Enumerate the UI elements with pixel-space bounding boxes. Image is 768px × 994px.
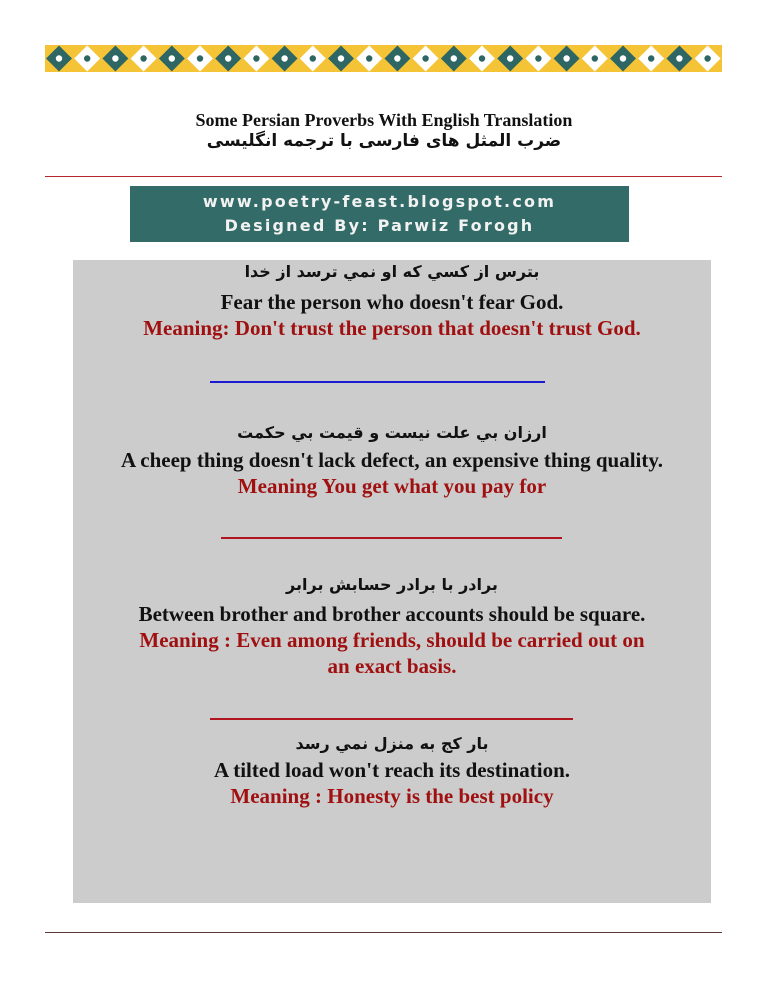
proverb-2-persian: ارزان بي علت نيست و قيمت بي حكمت [237, 423, 547, 442]
page-title: Some Persian Proverbs With English Translation [195, 110, 573, 130]
page-subtitle-persian: ضرب المثل های فارسی با ترجمه انگلیسی [206, 131, 562, 151]
diamond-dot-icon [112, 55, 118, 61]
diamond-dot-icon [535, 55, 541, 61]
separator-red [210, 718, 573, 720]
diamond-dot-icon [169, 55, 175, 61]
bottom-divider [45, 932, 722, 933]
diamond-dot-icon [394, 55, 400, 61]
decorative-diamond-banner [45, 45, 722, 72]
proverb-1-persian: بترس از كسي كه او نمي ترسد از خدا [244, 262, 540, 281]
diamond-dot-icon [310, 55, 316, 61]
diamond-dot-icon [563, 55, 569, 61]
diamond-dot-icon [620, 55, 626, 61]
proverb-1-english: Fear the person who doesn't fear God. [220, 290, 564, 314]
diamond-pattern [45, 45, 722, 72]
diamond-dot-icon [676, 55, 682, 61]
diamond-dot-icon [592, 55, 598, 61]
diamond-dot-icon [422, 55, 428, 61]
website-text: www.poetry-feast.blogspot.com [202, 192, 557, 211]
proverb-4-persian: بار كج به منزل نمي رسد [295, 734, 489, 753]
top-divider [45, 176, 722, 177]
diamond-dot-icon [338, 55, 344, 61]
diamond-dot-icon [479, 55, 485, 61]
separator-red [221, 537, 562, 539]
proverbs-panel [73, 260, 711, 903]
separator-blue [210, 381, 545, 383]
diamond-dot-icon [648, 55, 654, 61]
proverb-3-persian: برادر با برادر حسابش برابر [286, 575, 498, 594]
diamond-dot-icon [197, 55, 203, 61]
diamond-dot-icon [225, 55, 231, 61]
diamond-dot-icon [281, 55, 287, 61]
proverb-3-meaning-line2: an exact basis. [327, 654, 457, 678]
proverb-3-meaning: Meaning : Even among friends, should be carried out on [139, 628, 645, 652]
diamond-dot-icon [253, 55, 259, 61]
proverb-3-english: Between brother and brother accounts should be square. [138, 602, 646, 626]
diamond-dot-icon [56, 55, 62, 61]
proverb-4-meaning: Meaning : Honesty is the best policy [230, 784, 554, 808]
diamond-dot-icon [451, 55, 457, 61]
diamond-dot-icon [140, 55, 146, 61]
proverb-4-english: A tilted load won't reach its destination. [213, 758, 571, 782]
diamond-dot-icon [704, 55, 710, 61]
proverb-2-meaning: Meaning You get what you pay for [237, 474, 547, 498]
diamond-dot-icon [84, 55, 90, 61]
credit-box [130, 186, 629, 242]
proverb-2-english: A cheep thing doesn't lack defect, an expensive thing quality. [121, 448, 663, 472]
designer-text: Designed By: Parwiz Forogh [224, 216, 535, 235]
diamond-dot-icon [507, 55, 513, 61]
diamond-dot-icon [366, 55, 372, 61]
proverb-1-meaning: Meaning: Don't trust the person that doesn't trust God. [143, 316, 641, 340]
